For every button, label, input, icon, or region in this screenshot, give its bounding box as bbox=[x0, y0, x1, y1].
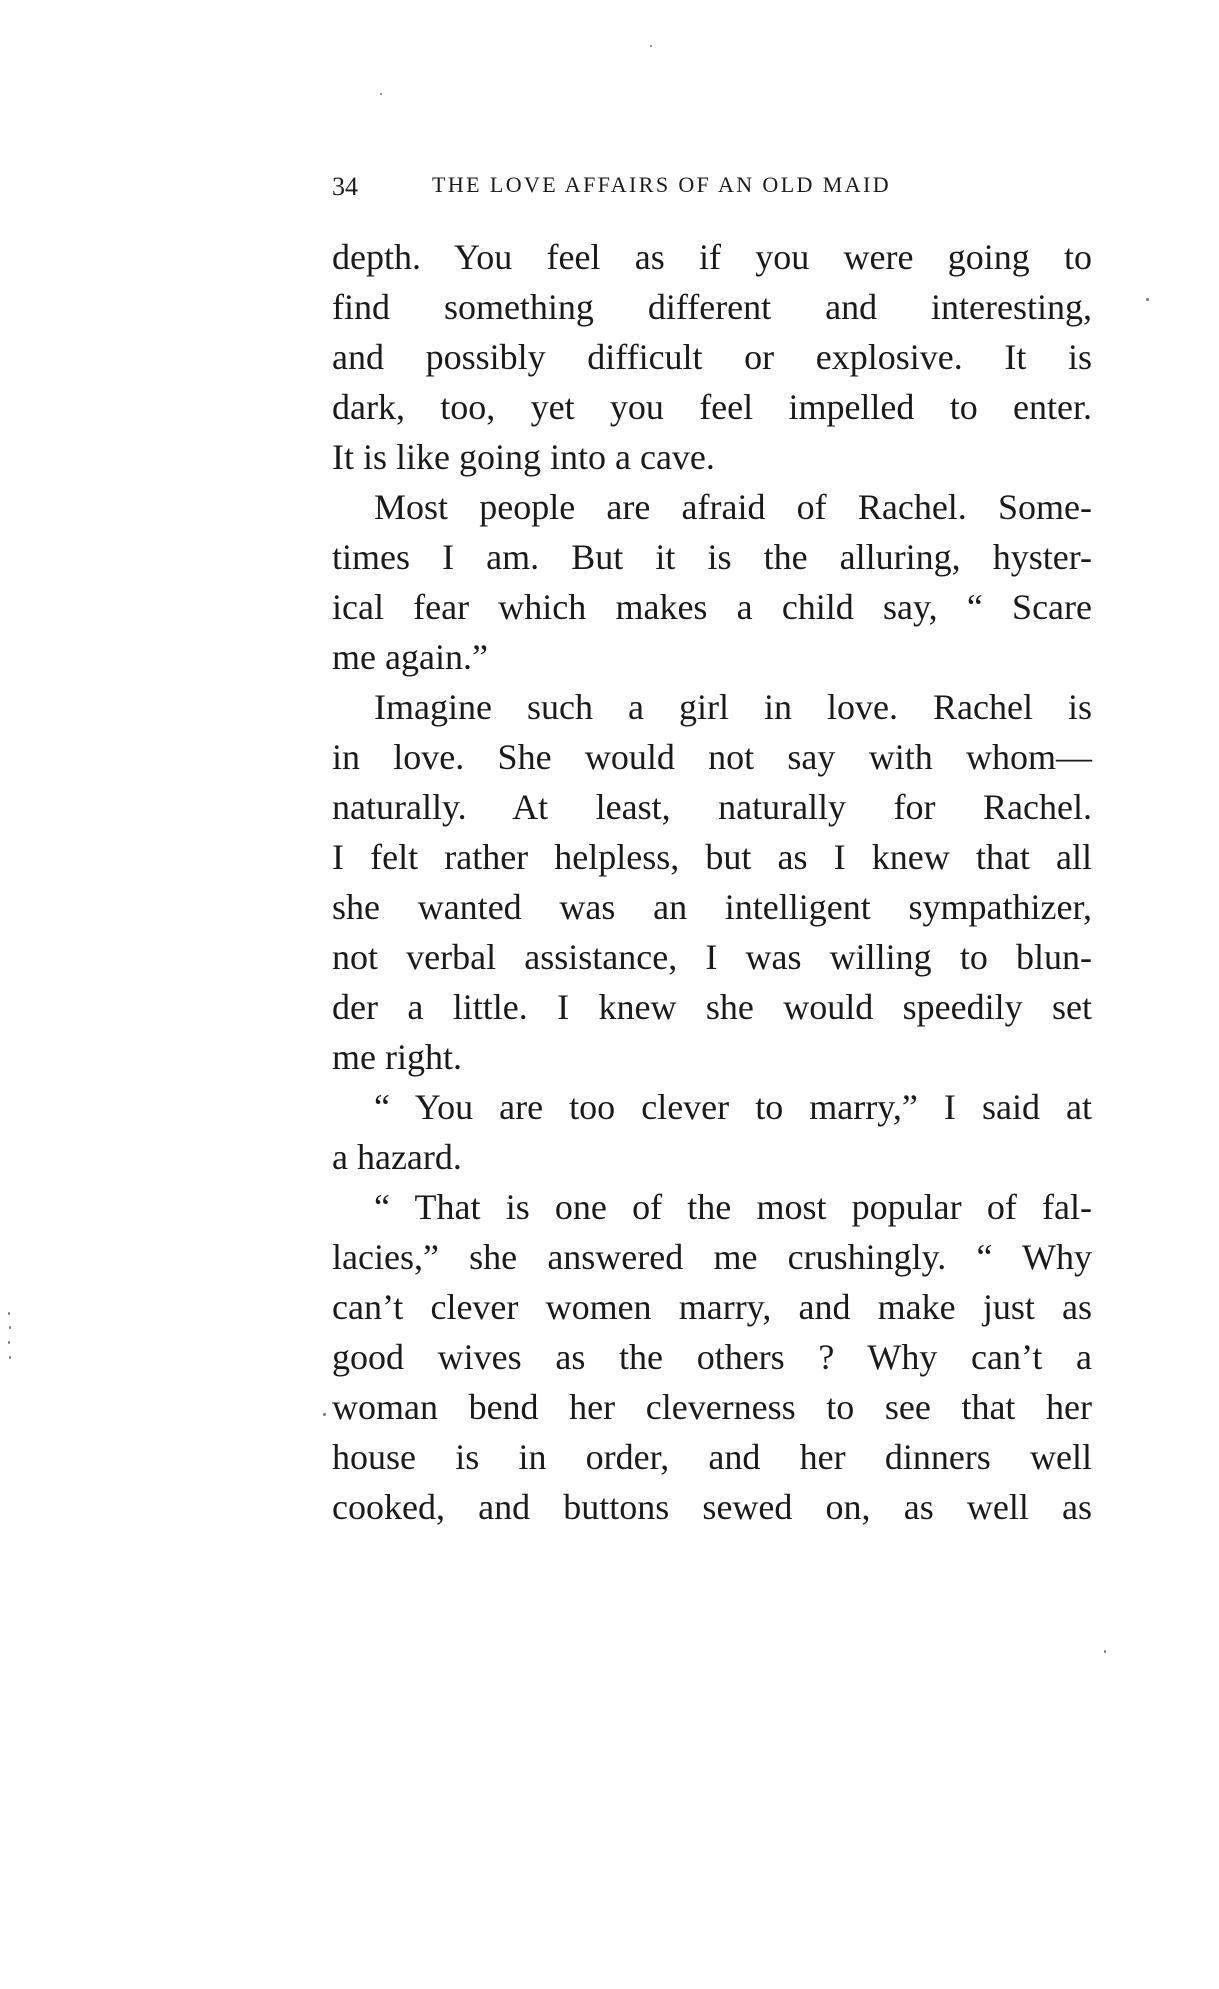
text-line: can’t clever women marry, and make just as bbox=[332, 1287, 1092, 1327]
text-line: me again.” bbox=[332, 637, 488, 677]
running-head bbox=[332, 168, 1092, 208]
paragraph-start-line: Imagine such a girl in love. Rachel is bbox=[374, 687, 1092, 727]
text-line: woman bend her cleverness to see that her bbox=[332, 1387, 1092, 1427]
text-line: der a little. I knew she would speedily set bbox=[332, 987, 1092, 1027]
scan-speck bbox=[650, 45, 652, 47]
text-line: ical fear which makes a child say, “ Scare bbox=[332, 587, 1092, 627]
text-line: she wanted was an intelligent sympathizer, bbox=[332, 887, 1092, 927]
scan-speck bbox=[1104, 1650, 1106, 1653]
scan-speck bbox=[1146, 298, 1149, 301]
scan-speck bbox=[8, 1312, 10, 1315]
text-line: in love. She would not say with whom— bbox=[332, 737, 1092, 777]
text-line: and possibly difficult or explosive. It is bbox=[332, 337, 1092, 377]
text-line: me right. bbox=[332, 1037, 462, 1077]
scan-speck bbox=[9, 1356, 11, 1359]
running-title: THE LOVE AFFAIRS OF AN OLD MAID bbox=[432, 172, 892, 197]
text-line: It is like going into a cave. bbox=[332, 437, 715, 477]
paragraph-start-line: Most people are afraid of Rachel. Some- bbox=[374, 487, 1092, 527]
text-line: not verbal assistance, I was willing to blun- bbox=[332, 937, 1092, 977]
page-number: 34 bbox=[332, 172, 358, 201]
paragraph-start-line: “ You are too clever to marry,” I said at bbox=[374, 1087, 1092, 1127]
text-line: house is in order, and her dinners well bbox=[332, 1437, 1092, 1477]
scan-speck bbox=[8, 1341, 10, 1344]
text-line: depth. You feel as if you were going to bbox=[332, 237, 1092, 277]
scan-speck bbox=[323, 1413, 326, 1416]
text-line: find something different and interesting, bbox=[332, 287, 1092, 327]
text-line: dark, too, yet you feel impelled to enter. bbox=[332, 387, 1092, 427]
text-line: lacies,” she answered me crushingly. “ Why bbox=[332, 1237, 1092, 1277]
text-line: a hazard. bbox=[332, 1137, 462, 1177]
text-line: I felt rather helpless, but as I knew that all bbox=[332, 837, 1092, 877]
text-line: good wives as the others ? Why can’t a bbox=[332, 1337, 1092, 1377]
text-line: cooked, and buttons sewed on, as well as bbox=[332, 1487, 1092, 1527]
body-text bbox=[332, 232, 1092, 1532]
scan-speck bbox=[380, 93, 382, 95]
paragraph-start-line: “ That is one of the most popular of fal- bbox=[374, 1187, 1092, 1227]
text-line: times I am. But it is the alluring, hyster- bbox=[332, 537, 1092, 577]
scan-speck bbox=[9, 1326, 11, 1329]
text-line: naturally. At least, naturally for Rachel. bbox=[332, 787, 1092, 827]
